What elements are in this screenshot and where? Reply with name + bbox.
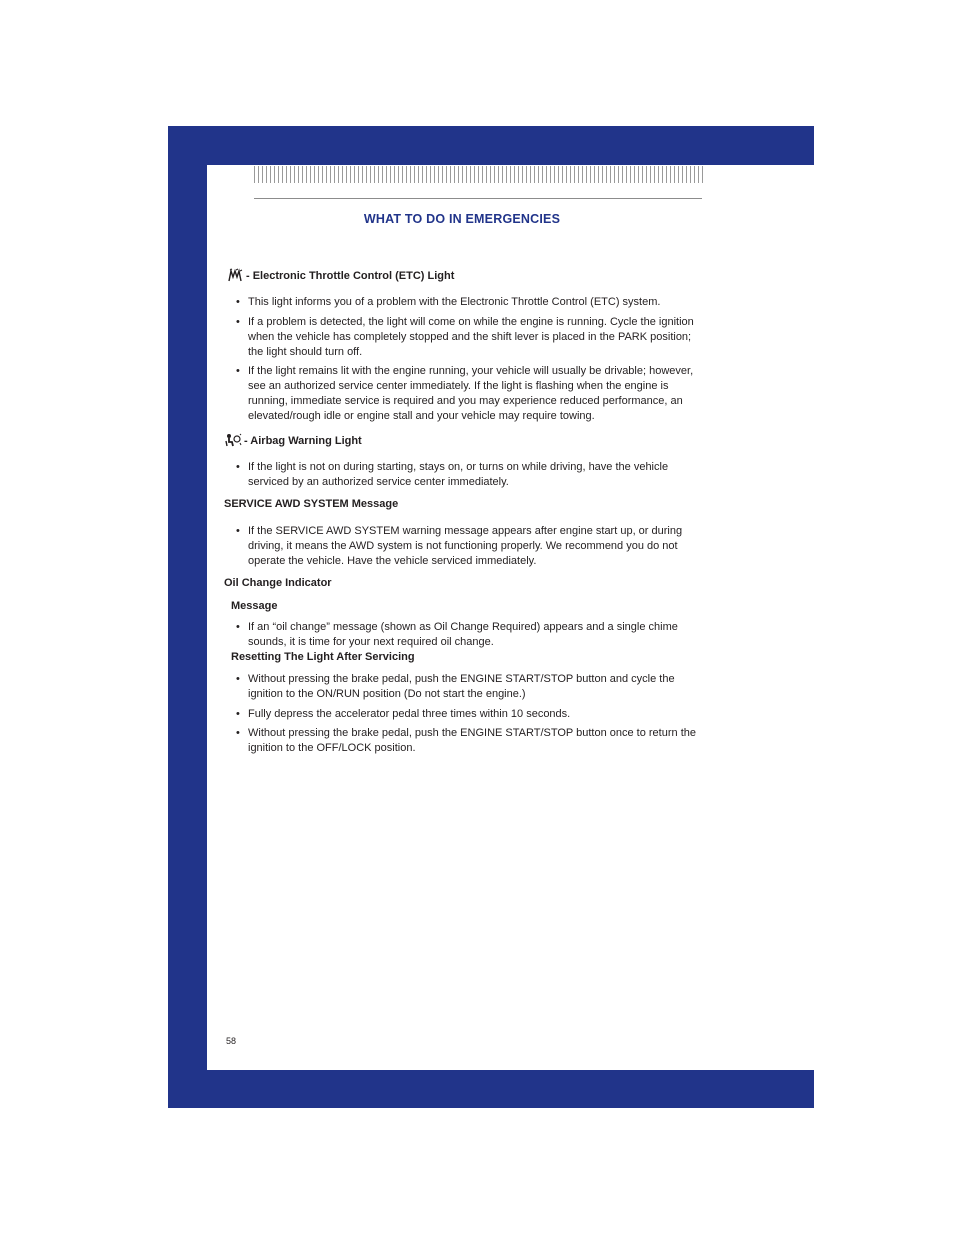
etc-heading: - Electronic Throttle Control (ETC) Light — [246, 270, 455, 282]
airbag-heading: - Airbag Warning Light — [244, 435, 362, 447]
oil-reset-heading: Resetting The Light After Servicing — [231, 651, 415, 663]
oil-message-bullet-list — [236, 620, 706, 655]
awd-heading: SERVICE AWD SYSTEM Message — [224, 498, 399, 510]
list-item: • If the light is not on during starting, stays on, or turns on while driving, have the vehicle serviced by an authorized service center immediately. — [236, 461, 669, 488]
section-title: WHAT TO DO IN EMERGENCIES — [363, 212, 561, 226]
list-item: • If an “oil change” message (shown as Oil Change Required) appears and a single chime sounds, it is time for your next required oil change. — [236, 621, 678, 648]
awd-bullet-list — [236, 524, 706, 574]
airbag-icon — [225, 433, 242, 450]
list-item: • If a problem is detected, the light will come on while the engine is running. Cycle the ignition when the vehicle has completely stopped and the shift lever is placed in the PARK position; the light should turn off. — [236, 315, 694, 358]
etc-heading-row — [227, 268, 454, 285]
airbag-bullet-list — [236, 460, 706, 495]
header-rule — [254, 198, 702, 199]
list-item: • If the light remains lit with the engine running, your vehicle will usually be drivable; however, see an authorized service center immediately. If the light is flashing when the engine is running, immediate service is required and you may experience reduced performance, an elevated/rough idle or engine stall and your vehicle may require towing. — [236, 365, 694, 422]
airbag-heading-row — [225, 433, 362, 450]
list-item: • Fully depress the accelerator pedal three times within 10 seconds. — [236, 707, 571, 720]
list-item: • Without pressing the brake pedal, push the ENGINE START/STOP button once to return the ignition to the OFF/LOCK position. — [236, 727, 696, 754]
header-tick-strip — [254, 166, 703, 183]
list-item: • Without pressing the brake pedal, push the ENGINE START/STOP button and cycle the ignition to the ON/RUN position (Do not start the engine.) — [236, 673, 675, 700]
oil-message-heading: Message — [231, 600, 278, 612]
list-item: • If the SERVICE AWD SYSTEM warning message appears after engine start up, or during driving, it means the AWD system is not functioning properly. We recommend you do not operate the vehicle. Have the vehicle serviced immediately. — [236, 525, 683, 567]
page-number: 58 — [226, 1036, 237, 1046]
oil-heading: Oil Change Indicator — [224, 577, 332, 589]
oil-reset-bullet-list — [236, 672, 706, 761]
list-item: • This light informs you of a problem with the Electronic Throttle Control (ETC) system. — [236, 296, 661, 308]
throttle-control-icon — [227, 268, 244, 285]
etc-bullet-list — [236, 295, 706, 429]
